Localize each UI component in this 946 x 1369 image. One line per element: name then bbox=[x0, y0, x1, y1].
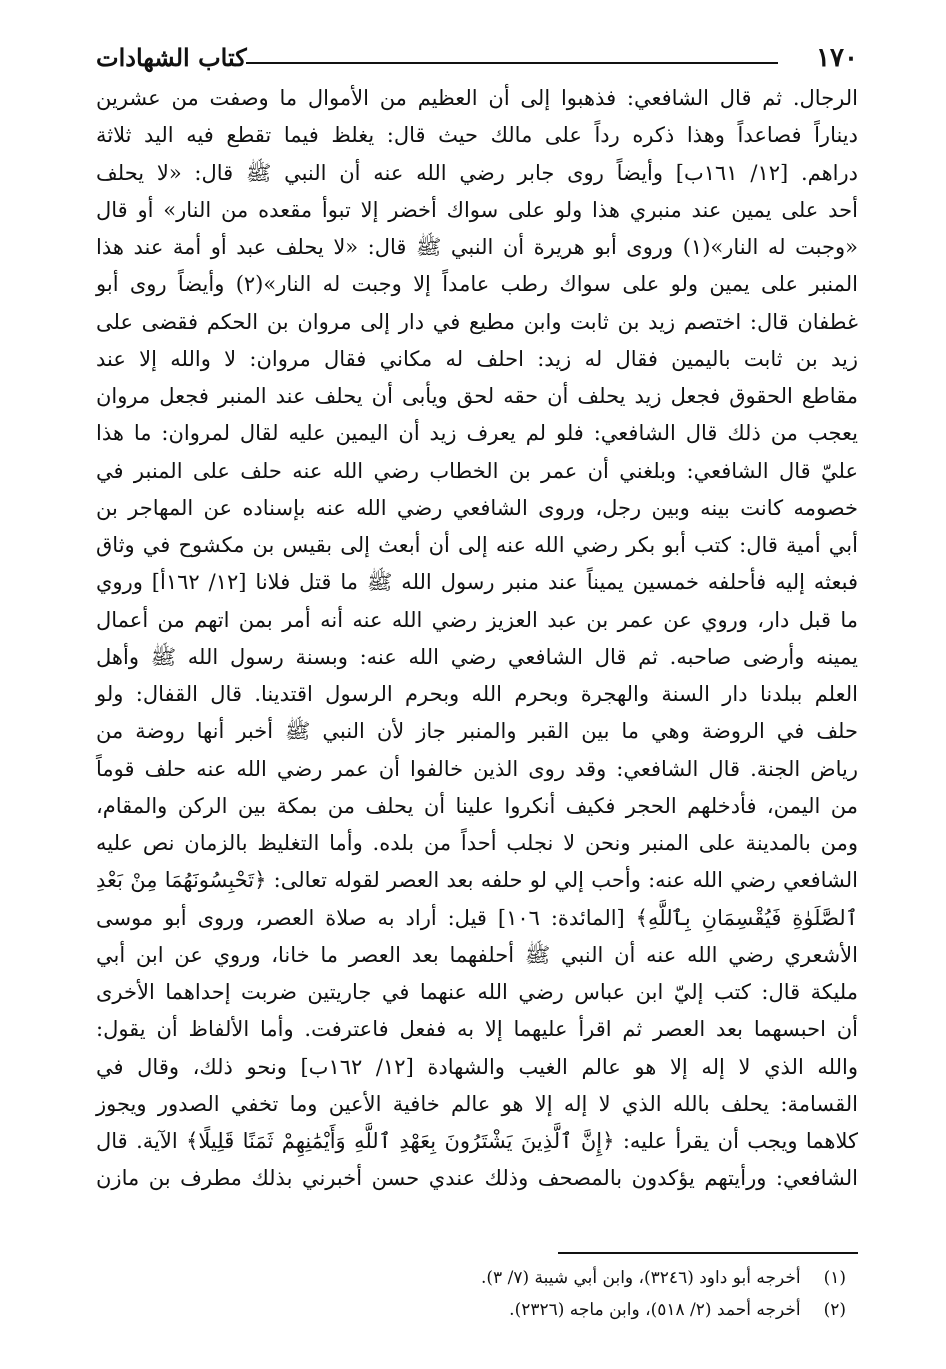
text-line: خصومه كانت بينه وبين رجل، وروى الشافعي رضي الله عنه بإسناده عن المهاجر بن bbox=[96, 495, 858, 520]
text-line: ومن بالمدينة على المنبر ونحن لا نجلب أحداً من بلده. وأما التغليظ بالزمان نص عليه bbox=[96, 831, 858, 855]
footnote-number: (٢) bbox=[823, 1300, 846, 1320]
page-number: ١٧٠ bbox=[816, 43, 858, 73]
text-line: من اليمن، فأدخلهم الحجر فكيف أنكروا علينا أن يحلف من بمكة بين الركن والمقام، bbox=[96, 793, 858, 818]
text-line: أن احبسهما بعد العصر ثم اقرأ عليهما إلا به ففعل فاعترفت. وأما الألفاظ أن يقول: bbox=[96, 1017, 858, 1042]
text-line: الأشعري رضي الله عنه أن النبي ﷺ أحلفهما بعد العصر ما خانا، وروي عن ابن أبي bbox=[96, 942, 858, 967]
text-line: العلم ببلدنا دار السنة والهجرة وبحرم الله وبحرم الرسول اقتدينا. قال القفال: ولو bbox=[96, 682, 858, 706]
text-line: فبعثه إليه فأحلفه خمسين يميناً عند منبر رسول الله ﷺ ما قتل فلانا [١٢/ ١٦٢أ] وروي bbox=[96, 570, 858, 595]
text-line: مليكة قال: كتب إليّ ابن عباس رضي الله عنهما في جاريتين ضربت إحداهما الأخرى bbox=[96, 980, 858, 1004]
footnote-number: (١) bbox=[823, 1268, 846, 1288]
header-rule bbox=[246, 62, 778, 64]
text-line: أبي أمية قال: كتب أبو بكر رضي الله عنه إلى أن أبعث إلى بقيس بن مكشوح في وثاق bbox=[96, 533, 858, 557]
text-line: المنبر على يمين ولو على سواك رطب عامداً إلا وجبت له النار»(٢) وأيضاً روى أبو bbox=[96, 272, 858, 297]
text-line: الرجال. ثم قال الشافعي: فذهبوا إلى أن العظيم من الأموال ما وصفت من عشرين bbox=[96, 86, 858, 110]
text-line: عليّ قال الشافعي: وبلغني أن عمر بن الخطاب رضي الله عنه حلف على المنبر في bbox=[96, 458, 858, 483]
text-line: زيد بن ثابت باليمين فقال له زيد: احلف له مكاني فقال مروان: لا والله إلا عند bbox=[96, 346, 858, 371]
text-line: والله الذي لا إله إلا هو عالم الغيب والشهادة [١٢/ ١٦٢ب] ونحو ذلك، وقال في bbox=[96, 1054, 858, 1079]
text-line: «وجبت له النار»(١) وروى أبو هريرة أن النبي ﷺ قال: «لا يحلف عبد أو أمة عند هذا bbox=[96, 235, 858, 259]
text-line: كلاهما ويجب أن يقرأ عليه: ﴿إِنَّ ٱلَّذِينَ يَشْتَرُونَ بِعَهْدِ ٱللَّهِ وَأَيْمَٰنِهِمْ ثَمَنًا قَلِيلًا﴾ الآية. قال bbox=[96, 1129, 859, 1153]
text-line: القسامة: يحلف بالله الذي لا إله إلا هو عالم خافية الأعين وما تخفي الصدور ويجوز bbox=[96, 1091, 858, 1116]
text-line: ما قبل دار، وروي عن عمر بن عبد العزيز رضي الله عنه أنه أمر بمن اتهم من أعمال bbox=[96, 607, 858, 632]
text-line: الشافعي: ورأيتهم يؤكدون بالمصحف وذلك عندي حسن أخبرني بذلك مطرف بن مازن bbox=[96, 1166, 858, 1191]
footnotes bbox=[96, 1262, 846, 1326]
text-line: يعجب من ذلك قال الشافعي: فلو لم يعرف زيد أن اليمين عليه لقال لمروان: ما هذا bbox=[96, 421, 858, 446]
footnote-rule bbox=[558, 1252, 858, 1254]
text-line: الشافعي رضي الله عنه: وأحب إلي لو حلفه بعد العصر لقوله تعالى: ﴿تَحْبِسُونَهُمَا مِنْ بَعْدِ bbox=[96, 868, 858, 893]
text-line: رياض الجنة. قال الشافعي: وقد روى الذين خالفوا أن عمر رضي الله عنه حلف قوماً bbox=[96, 756, 858, 781]
text-line: غطفان قال: اختصم زيد بن ثابت وابن مطيع في دار إلى مروان بن الحكم فقضى على bbox=[96, 309, 858, 334]
text-line: ٱلصَّلَوٰةِ فَيُقْسِمَانِ بِٱللَّهِ﴾ [المائدة: ١٠٦] قيل: أراد به صلاة العصر، وروى أبو موسى bbox=[96, 905, 858, 930]
text-line: حلف في الروضة وهي ما بين القبر والمنبر جاز لأن النبي ﷺ أخبر أنها روضة من bbox=[96, 719, 858, 744]
footnote bbox=[96, 1262, 846, 1294]
page-header bbox=[96, 38, 858, 78]
text-line: دراهم. [١٢/ ١٦١ب] وأيضاً روى جابر رضي الله عنه أن النبي ﷺ قال: «لا يحلف bbox=[96, 160, 859, 185]
footnote-text: أخرجه أحمد (٢/ ٥١٨)، وابن ماجه (٢٣٢٦). bbox=[509, 1300, 801, 1320]
footnote-text: أخرجه أبو داود (٣٢٤٦)، وابن أبي شيبة (٧/ ٣). bbox=[480, 1268, 801, 1288]
text-line: أحد على يمين عند منبري هذا ولو على سواك أخضر إلا تبوأ مقعده من النار» أو قال bbox=[96, 197, 858, 222]
main-text bbox=[96, 80, 858, 1198]
running-title: كتاب الشهادات bbox=[96, 43, 247, 72]
footnote bbox=[96, 1294, 846, 1326]
text-line: مقاطع الحقوق فجعل زيد يحلف أن حقه لحق ويأبى أن يحلف عند المنبر فجعل مروان bbox=[96, 384, 858, 408]
text-line: ديناراً فصاعداً وهذا ذكره رداً على مالك حيث قال: يغلظ فيما تقطع فيه اليد ثلاثة bbox=[96, 123, 858, 148]
text-line: يمينه وأرضى صاحبه. ثم قال الشافعي رضي الله عنه: وبسنة رسول الله ﷺ وأهل bbox=[96, 644, 858, 669]
